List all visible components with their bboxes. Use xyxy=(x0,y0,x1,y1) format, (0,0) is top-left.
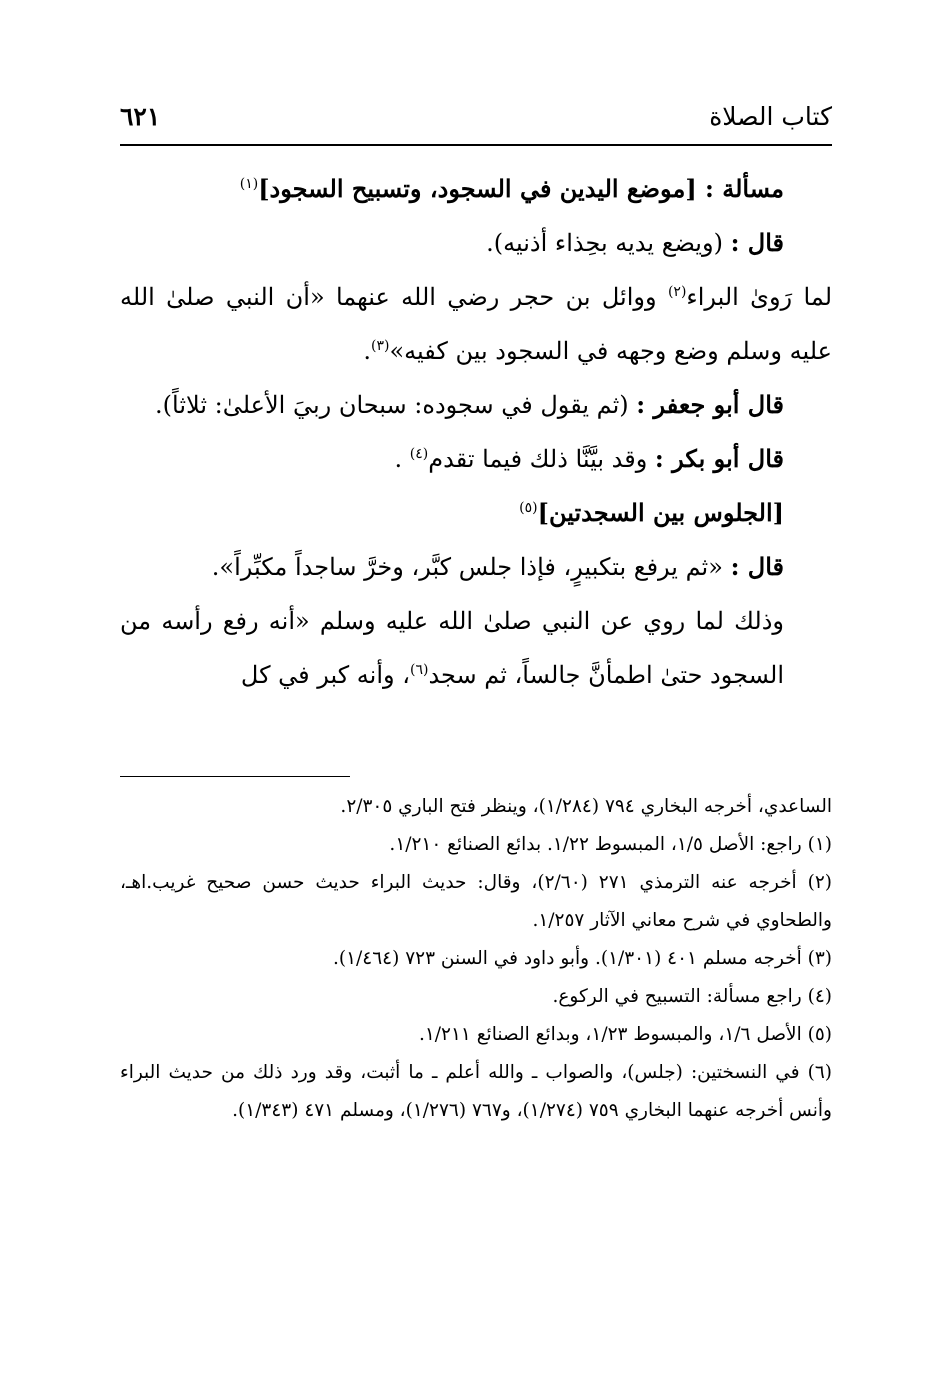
paragraph xyxy=(120,594,832,702)
footnote-4: (٤) راجع مسألة: التسبيح في الركوع. xyxy=(552,986,832,1007)
paragraph-text: «ثم يرفع بتكبيرٍ، فإذا جلس كبَّر، وخرَّ ساجداً مكبِّراً». xyxy=(211,553,731,581)
footnote-2: (٢) أخرجه عنه الترمذي ٢٧١ (٢/٦٠)، وقال: حديث البراء حديث حسن صحيح غريب.اهـ، والطحاوي في شرح معاني الآثار ١/٢٥٧. xyxy=(120,872,832,931)
speaker-label: قال أبو بكر : xyxy=(654,444,784,473)
paragraph xyxy=(120,540,832,594)
footnote-separator xyxy=(120,776,350,777)
page-number: ٦٢١ xyxy=(120,102,161,131)
footnote-1: (١) راجع: الأصل ١/٥، المبسوط ١/٢٢. بدائع الصنائع ١/٢١٠. xyxy=(389,834,832,855)
footnote-ref-3: (٣) xyxy=(371,338,390,354)
footnote-ref-4: (٤) xyxy=(409,446,429,462)
paragraph-text: ووائل بن حجر رضي الله عنهما «أن النبي صلىٰ الله عليه وسلم وضع وجهه في السجود بين كفيه» xyxy=(120,283,832,365)
paragraph-text: وقد بيَّنَّا ذلك فيما تقدم xyxy=(428,445,655,473)
chapter-title: كتاب الصلاة xyxy=(709,102,832,131)
section-heading xyxy=(120,486,832,540)
footnote-ref-5: (٥) xyxy=(519,500,538,516)
footnote-ref-6: (٦) xyxy=(409,662,429,678)
issue-heading xyxy=(120,162,832,216)
footnote-6: (٦) في النسختين: (جلس)، والصواب ـ والله أعلم ـ ما أثبت، وقد ورد ذلك من حديث البراء وأنس أخرجه عنهما البخاري ٧٥٩ (١/٢٧٤)، و٧٦٧ (١/٢٧٦)، ومسلم ٤٧١ (١/٣٤٣). xyxy=(120,1062,832,1121)
paragraph xyxy=(120,432,832,486)
footnote-ref-1: (١) xyxy=(239,176,259,192)
paragraph xyxy=(120,216,832,270)
paragraph xyxy=(120,270,832,378)
paragraph xyxy=(120,378,832,432)
footnote-ref-2: (٢) xyxy=(667,284,687,300)
paragraph-end: . xyxy=(363,337,372,365)
main-text xyxy=(120,162,832,702)
book-page xyxy=(120,0,832,1374)
paragraph-text: لما رَوىٰ البراء xyxy=(686,283,833,311)
footnotes xyxy=(120,788,832,1130)
speaker-label: قال أبو جعفر : xyxy=(636,390,784,419)
footnote-continuation: الساعدي، أخرجه البخاري ٧٩٤ (١/٢٨٤)، وينظر فتح الباري ٢/٣٠٥. xyxy=(340,796,832,817)
paragraph-text: ، وأنه كبر في كل xyxy=(240,661,410,689)
issue-heading-label: مسألة : [موضع اليدين في السجود، وتسبيح السجود] xyxy=(258,174,784,203)
paragraph-text: وذلك لما روي عن النبي صلىٰ الله عليه وسلم «أنه رفع رأسه من السجود حتىٰ اطمأنَّ جالساً، ثم سجد xyxy=(120,607,784,689)
footnote-3: (٣) أخرجه مسلم ٤٠١ (١/٣٠١). وأبو داود في السنن ٧٢٣ (١/٤٦٤). xyxy=(333,948,832,969)
paragraph-text: (ثم يقول في سجوده: سبحان ربيَ الأعلىٰ: ثلاثاً). xyxy=(155,391,637,419)
page-header xyxy=(120,100,832,146)
section-heading-label: [الجلوس بين السجدتين] xyxy=(537,498,784,527)
footnote-5: (٥) الأصل ١/٦، والمبسوط ١/٢٣، وبدائع الصنائع ١/٢١١. xyxy=(418,1024,832,1045)
paragraph-text: (ويضع يديه بحِذاء أذنيه). xyxy=(486,229,731,257)
paragraph-end: . xyxy=(394,445,410,473)
speaker-label: قال : xyxy=(730,552,784,581)
speaker-label: قال : xyxy=(730,228,784,257)
